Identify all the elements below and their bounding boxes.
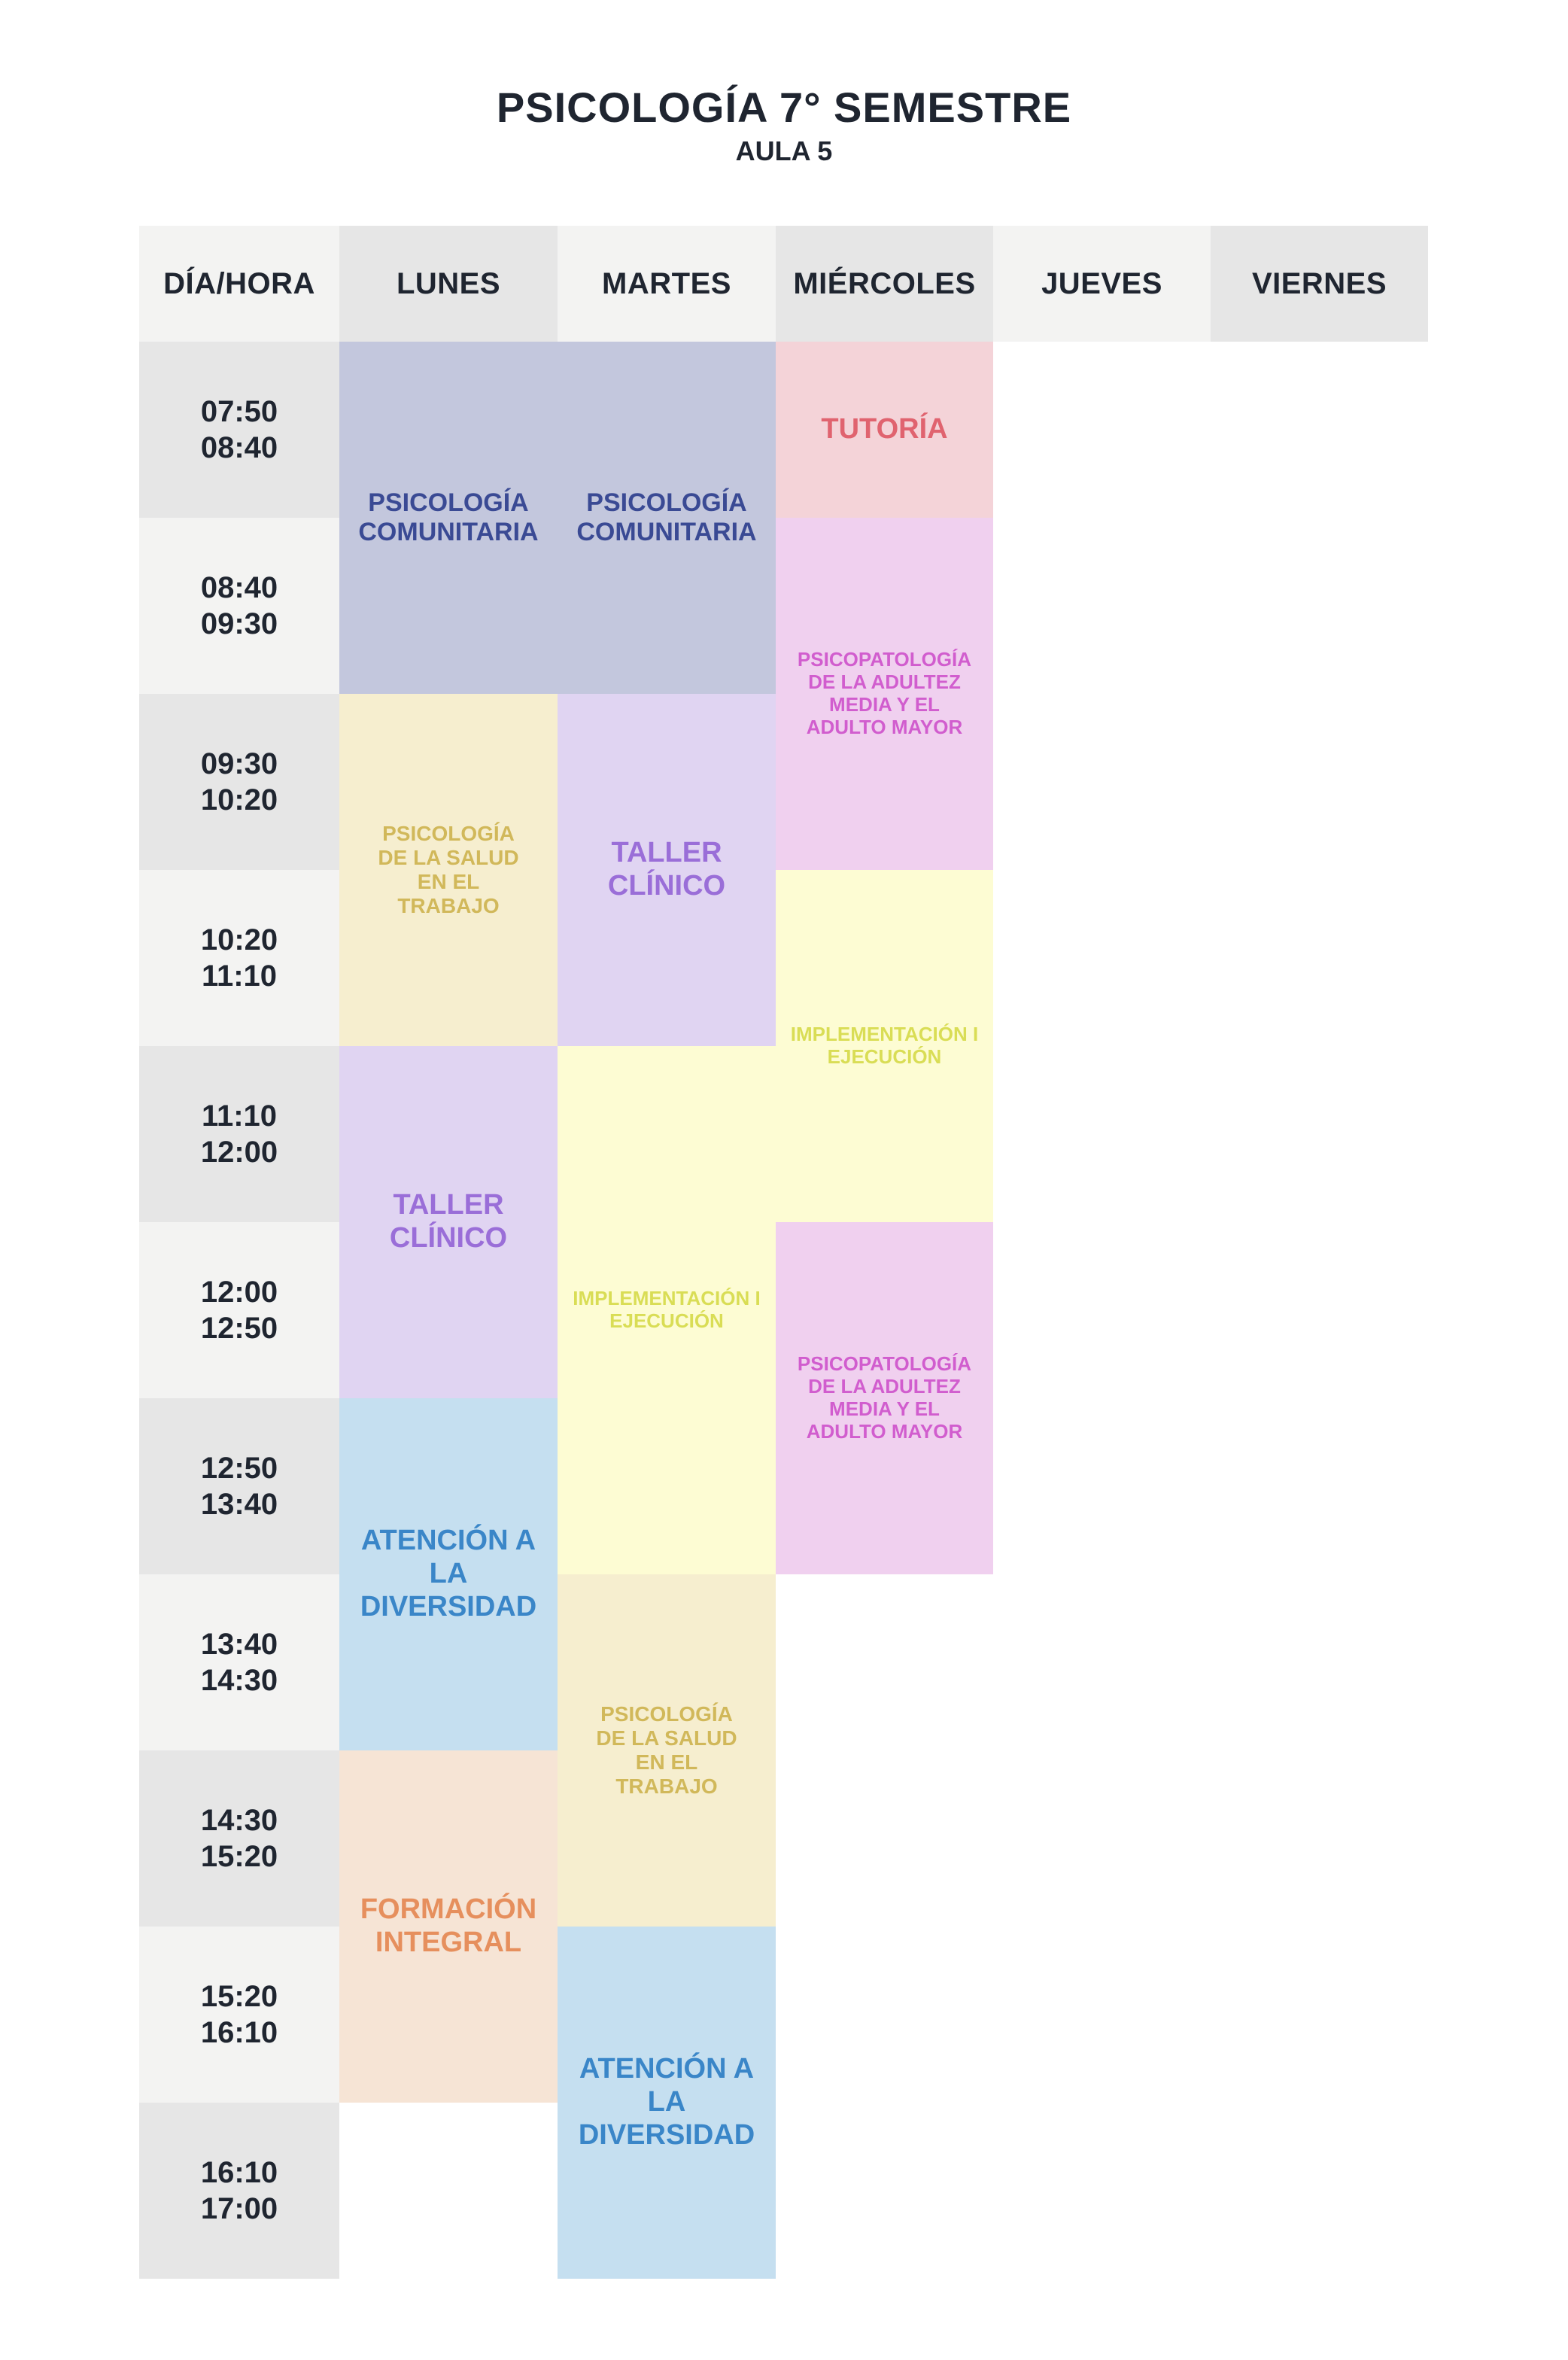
class-block-atencion-diversidad[interactable]	[339, 1398, 558, 1750]
time-slot	[139, 1398, 339, 1574]
class-label: TALLER CLÍNICO	[389, 1189, 508, 1254]
header-miercoles: MIÉRCOLES	[776, 226, 993, 342]
time-end: 17:00	[200, 2192, 278, 2225]
time-start: 11:10	[201, 1099, 278, 1133]
time-end: 13:40	[200, 1488, 278, 1521]
class-block-psicologia-salud-trabajo[interactable]	[339, 694, 558, 1046]
class-block-taller-clinico[interactable]	[558, 694, 776, 1046]
time-slot	[139, 2103, 339, 2279]
class-block-psicologia-comunitaria[interactable]	[558, 342, 776, 694]
class-block-implementacion-ejecucion[interactable]	[776, 870, 993, 1222]
class-block-psicologia-salud-trabajo[interactable]	[558, 1574, 776, 1927]
class-label: ATENCIÓN A LA DIVERSIDAD	[360, 1525, 537, 1622]
time-end: 16:10	[200, 2016, 278, 2049]
class-label: PSICOLOGÍA COMUNITARIA	[576, 488, 757, 546]
class-label: PSICOPATOLOGÍA DE LA ADULTEZ MEDIA Y EL ADULTO MAYOR	[797, 1352, 972, 1443]
class-block-psicopatologia-adultez[interactable]	[776, 518, 993, 870]
time-start: 12:00	[200, 1276, 278, 1309]
time-slot	[139, 1046, 339, 1222]
time-slot	[139, 870, 339, 1046]
class-block-atencion-diversidad[interactable]	[558, 1927, 776, 2279]
header-jueves: JUEVES	[993, 226, 1211, 342]
time-start: 10:20	[200, 923, 278, 956]
time-start: 08:40	[200, 571, 278, 604]
time-start: 14:30	[200, 1804, 278, 1837]
time-slot	[139, 1222, 339, 1398]
class-block-psicologia-comunitaria[interactable]	[339, 342, 558, 694]
time-start: 15:20	[200, 1980, 278, 2013]
page-subtitle: AULA 5	[735, 135, 833, 166]
header-lunes: LUNES	[339, 226, 558, 342]
time-start: 07:50	[200, 395, 278, 428]
class-block-formacion-integral[interactable]	[339, 1750, 558, 2103]
class-label: PSICOLOGÍA DE LA SALUD EN EL TRABAJO	[596, 1702, 737, 1799]
class-block-tutoria[interactable]	[776, 342, 993, 518]
class-label: PSICOPATOLOGÍA DE LA ADULTEZ MEDIA Y EL ADULTO MAYOR	[797, 648, 972, 738]
time-end: 12:00	[200, 1136, 278, 1169]
time-slot	[139, 1750, 339, 1927]
page-title: PSICOLOGÍA 7° SEMESTRE	[496, 84, 1072, 131]
class-block-taller-clinico[interactable]	[339, 1046, 558, 1398]
class-label: TALLER CLÍNICO	[607, 837, 726, 902]
time-start: 13:40	[200, 1628, 278, 1661]
class-label: IMPLEMENTACIÓN I EJECUCIÓN	[790, 1023, 979, 1068]
time-end: 10:20	[200, 783, 278, 817]
header-martes: MARTES	[558, 226, 776, 342]
class-label: IMPLEMENTACIÓN I EJECUCIÓN	[573, 1287, 761, 1332]
time-start: 12:50	[200, 1452, 278, 1485]
class-label: FORMACIÓN INTEGRAL	[360, 1893, 537, 1958]
time-end: 08:40	[200, 431, 278, 464]
class-label: PSICOLOGÍA DE LA SALUD EN EL TRABAJO	[378, 821, 519, 918]
time-end: 12:50	[200, 1312, 278, 1345]
class-block-implementacion-ejecucion[interactable]	[558, 1046, 776, 1574]
time-slot	[139, 694, 339, 870]
header-dia-hora: DÍA/HORA	[139, 226, 339, 342]
class-block-psicopatologia-adultez[interactable]	[776, 1222, 993, 1574]
time-slot	[139, 342, 339, 518]
time-end: 14:30	[200, 1664, 278, 1697]
time-slot	[139, 518, 339, 694]
time-end: 09:30	[200, 607, 278, 640]
time-end: 11:10	[201, 960, 278, 993]
class-label: ATENCIÓN A LA DIVERSIDAD	[578, 2053, 755, 2151]
time-end: 15:20	[200, 1840, 278, 1873]
time-slot	[139, 1574, 339, 1750]
time-slot	[139, 1927, 339, 2103]
header-viernes: VIERNES	[1211, 226, 1428, 342]
class-label: TUTORÍA	[821, 413, 948, 446]
time-start: 09:30	[200, 747, 278, 780]
time-start: 16:10	[200, 2156, 278, 2189]
class-label: PSICOLOGÍA COMUNITARIA	[358, 488, 539, 546]
